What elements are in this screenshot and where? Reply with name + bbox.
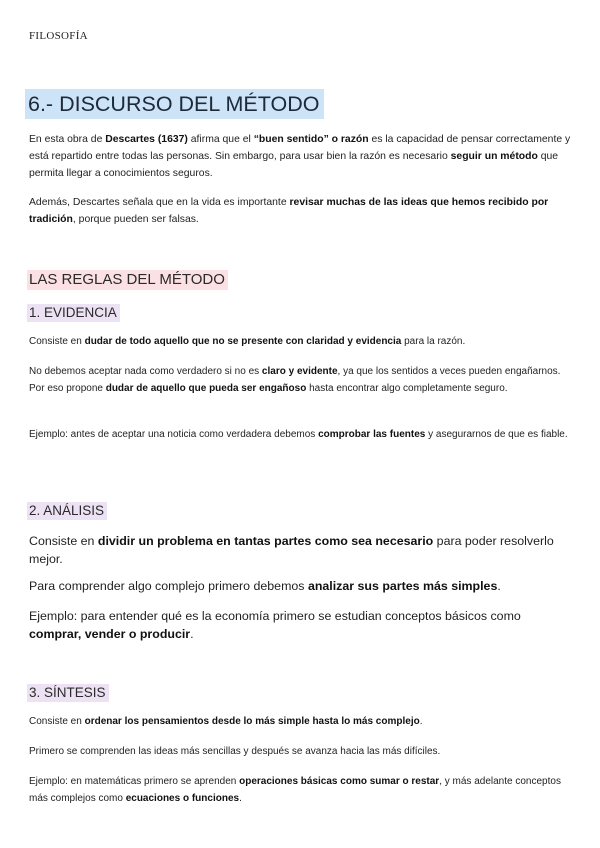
text-run: Consiste en [29, 336, 85, 347]
text-run: En esta obra de [29, 134, 106, 145]
analisis-paragraph-3 [29, 607, 574, 643]
intro-paragraph-2 [29, 194, 574, 228]
subheading-analisis: 2. ANÁLISIS [27, 502, 107, 520]
bold-run: dudar de todo aquello que no se presente con claridad y evidencia [84, 336, 402, 347]
text-run: . [239, 793, 242, 804]
subheading-evidencia: 1. EVIDENCIA [27, 304, 120, 322]
bold-run: comprobar las fuentes [318, 429, 426, 440]
intro-paragraph-1 [29, 131, 574, 182]
bold-run: ordenar los pensamientos desde lo más simple hasta lo más complejo [84, 716, 420, 727]
text-run: No debemos aceptar nada como verdadero si no es [29, 366, 262, 377]
text-run: para poder resolverlo mejor. [29, 534, 554, 566]
bold-run: comprar, vender o producir [29, 627, 191, 641]
text-run: , ya que los sentidos a veces pueden engañarnos. Por eso propone [29, 366, 561, 394]
bold-run: dudar de aquello que pueda ser engañoso [105, 383, 307, 394]
text-run: hasta encontrar algo completamente seguro. [306, 383, 508, 394]
bold-run: Descartes (1637) [105, 134, 188, 145]
bold-run: dividir un problema en tantas partes como sea necesario [97, 534, 434, 548]
bold-run: analizar sus partes más simples [307, 579, 498, 593]
text-run: . [419, 716, 423, 727]
page-title: 6.- DISCURSO DEL MÉTODO [25, 89, 324, 119]
text-run: Ejemplo: para entender qué es la economía primero se estudian conceptos básicos como [29, 609, 521, 623]
text-run: Primero se comprenden las ideas más sencillas y después se avanza hacia las más difíciles. [29, 746, 441, 757]
section-heading-rules: LAS REGLAS DEL MÉTODO [27, 270, 228, 290]
text-run: es la capacidad de pensar correctamente y está repartido entre todas las personas. Sin embargo, para usar bien la razón es necesario [29, 134, 571, 162]
evidencia-paragraph-1 [29, 333, 574, 350]
bold-run: claro y evidente [261, 366, 338, 377]
text-run: , porque pueden ser falsas. [72, 214, 199, 225]
evidencia-paragraph-2 [29, 363, 574, 397]
subheading-sintesis: 3. SÍNTESIS [27, 684, 109, 702]
text-run: afirma que el [187, 134, 254, 145]
sintesis-paragraph-2 [29, 743, 574, 760]
subject-label: FILOSOFÍA [29, 30, 88, 42]
text-run: . [190, 627, 194, 641]
text-run: Consiste en [29, 534, 98, 548]
text-run: para la razón. [401, 336, 466, 347]
analisis-paragraph-1 [29, 532, 574, 568]
analisis-paragraph-2 [29, 577, 574, 595]
bold-run: revisar muchas de las ideas que hemos recibido por tradición [29, 197, 549, 225]
text-run: Ejemplo: antes de aceptar una noticia como verdadera debemos [29, 429, 319, 440]
text-run: Consiste en [29, 716, 85, 727]
text-run: , y más adelante conceptos más complejos como [29, 776, 561, 804]
text-run: . [497, 579, 501, 593]
bold-run: ecuaciones o funciones [125, 793, 240, 804]
evidencia-paragraph-3 [29, 426, 574, 443]
bold-run: operaciones básicas como sumar o restar [239, 776, 440, 787]
sintesis-paragraph-3 [29, 773, 574, 807]
bold-run: seguir un método [450, 151, 538, 162]
text-run: Ejemplo: en matemáticas primero se aprenden [29, 776, 240, 787]
text-run: y asegurarnos de que es fiable. [425, 429, 568, 440]
text-run: Además, Descartes señala que en la vida es importante [29, 197, 290, 208]
sintesis-paragraph-1 [29, 713, 574, 730]
bold-run: “buen sentido” o razón [253, 134, 369, 145]
text-run: que permita llegar a conocimientos seguros. [29, 151, 559, 179]
text-run: Para comprender algo complejo primero debemos [29, 579, 308, 593]
